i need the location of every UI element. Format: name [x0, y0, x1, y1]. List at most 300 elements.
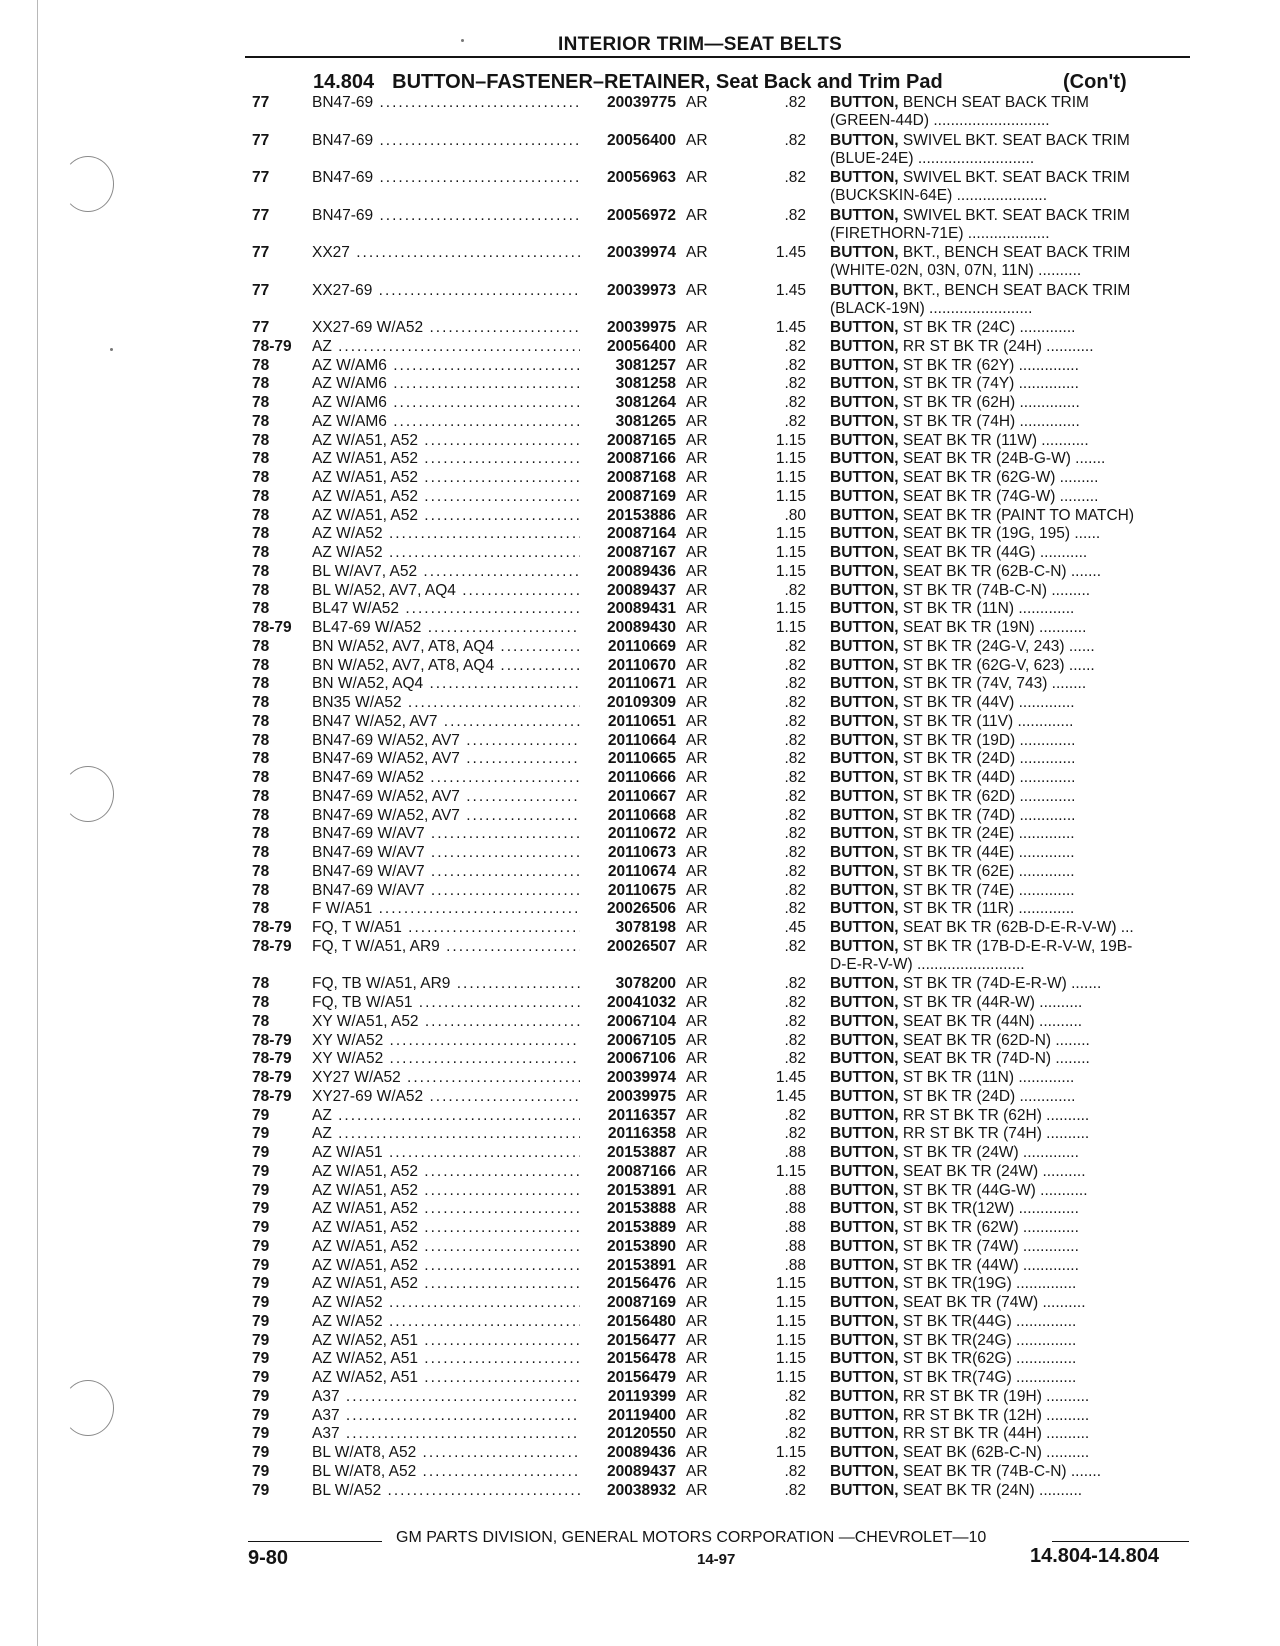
model-description: XX27-69 .....	[312, 282, 580, 300]
part-number: 20153891	[582, 1182, 676, 1200]
model-year: 78-79	[252, 919, 292, 936]
table-row	[0, 94, 1280, 132]
part-name-detail: ST BK TR (44E) .............	[898, 844, 1075, 861]
quantity: AR	[686, 375, 708, 393]
price: .88	[784, 1237, 806, 1255]
part-name	[830, 1294, 1192, 1312]
table-row	[0, 582, 1280, 601]
part-name-keyword: BUTTON,	[830, 694, 899, 711]
model-year: 78	[252, 862, 270, 880]
footer-rule-left	[248, 1541, 382, 1542]
model-description: BN47-69 W/AV7 .....	[312, 825, 580, 843]
table-row	[0, 413, 1280, 432]
quantity: AR	[686, 694, 708, 711]
model-description: A37 .....	[312, 1425, 580, 1443]
model-description: XY27 W/A52 .....	[312, 1069, 580, 1087]
price: .88	[784, 1181, 806, 1199]
part-name	[830, 788, 1192, 806]
model-year: 78-79	[252, 1087, 292, 1105]
part-name	[830, 132, 1192, 168]
part-number: 20110670	[582, 657, 676, 675]
part-name	[830, 900, 1192, 918]
part-name	[830, 619, 1192, 637]
quantity: AR	[686, 169, 708, 186]
part-name-detail-continued: (WHITE-02N, 03N, 07N, 11N) ..........	[830, 262, 1082, 279]
price: .82	[784, 787, 806, 805]
model-description: BN47-69 .....	[312, 132, 580, 150]
part-name	[830, 544, 1192, 562]
quantity: AR	[686, 412, 708, 430]
part-number: 20056963	[582, 169, 676, 187]
model-year: 79	[252, 1425, 270, 1443]
table-row	[0, 863, 1280, 882]
quantity: AR	[686, 1406, 708, 1424]
part-name-detail: ST BK TR (17B-D-E-R-V-W, 19B-	[898, 937, 1133, 955]
part-number: 20026506	[582, 900, 676, 918]
table-row	[0, 994, 1280, 1013]
model-description: BN47-69 W/A52, AV7 .....	[312, 732, 580, 750]
part-name-detail: SEAT BK TR (11W) ...........	[898, 431, 1089, 449]
model-year: 78-79	[252, 937, 292, 955]
table-row	[0, 788, 1280, 807]
part-name-detail: SEAT BK TR (62B-D-E-R-V-W) ...	[898, 919, 1134, 936]
part-name-keyword: BUTTON,	[830, 525, 899, 543]
part-name-detail: ST BK TR (11V) .............	[898, 712, 1074, 730]
model-year: 79	[252, 1481, 270, 1499]
model-year: 78	[252, 600, 270, 618]
part-number: 20089437	[582, 1463, 676, 1481]
part-name-detail: RR ST BK TR (19H) ..........	[898, 1387, 1090, 1405]
part-number: 20089436	[582, 563, 676, 581]
quantity: AR	[686, 1462, 708, 1480]
price: .82	[784, 1425, 806, 1443]
table-row	[0, 1407, 1280, 1426]
quantity: AR	[686, 244, 708, 261]
part-name-detail: ST BK TR (74D) .............	[898, 806, 1076, 824]
table-row	[0, 1444, 1280, 1463]
part-number: 20039775	[582, 94, 676, 112]
part-name	[830, 207, 1192, 243]
part-number: 20039975	[582, 1088, 676, 1106]
part-name	[830, 1163, 1192, 1181]
part-name-keyword: BUTTON,	[830, 1256, 899, 1274]
quantity: AR	[686, 1350, 708, 1368]
part-name	[830, 1088, 1192, 1106]
part-name-keyword: BUTTON,	[830, 394, 899, 411]
quantity: AR	[686, 844, 708, 861]
table-row	[0, 619, 1280, 638]
part-number: 20110664	[582, 732, 676, 750]
part-name-detail: ST BK TR (24D) .............	[898, 750, 1076, 768]
part-name-detail: RR ST BK TR (74H) ..........	[898, 1125, 1090, 1143]
price: .82	[784, 750, 806, 768]
table-row	[0, 1219, 1280, 1238]
part-number: 20153887	[582, 1144, 676, 1162]
part-name	[830, 282, 1192, 318]
model-description: FQ, T W/A51, AR9 .....	[312, 938, 580, 956]
model-year: 79	[252, 1331, 270, 1349]
quantity: AR	[686, 544, 708, 561]
model-description: AZ W/A52, A51 .....	[312, 1350, 580, 1368]
model-description: AZ W/A51, A52 .....	[312, 1275, 580, 1293]
part-name-keyword: BUTTON,	[830, 319, 899, 336]
part-number: 20087164	[582, 525, 676, 543]
model-year: 78	[252, 356, 270, 374]
model-year: 78	[252, 900, 270, 918]
part-name	[830, 713, 1192, 731]
part-name-detail: ST BK TR (74W) .............	[898, 1237, 1079, 1255]
model-description: AZ W/A51, A52 .....	[312, 1182, 580, 1200]
quantity: AR	[686, 1237, 708, 1255]
part-name-detail: SEAT BK TR (24W) ..........	[898, 1162, 1086, 1180]
part-number: 3078200	[582, 975, 676, 993]
model-description: BN W/A52, AQ4 .....	[312, 675, 580, 693]
part-number: 20153890	[582, 1238, 676, 1256]
quantity: AR	[686, 1162, 708, 1180]
part-number: 20067105	[582, 1032, 676, 1050]
part-name	[830, 600, 1192, 618]
part-name-keyword: BUTTON,	[830, 1181, 899, 1199]
part-name-keyword: BUTTON,	[830, 487, 899, 505]
table-row	[0, 1313, 1280, 1332]
model-year: 78-79	[252, 337, 292, 355]
model-description: AZ W/A52, A51 .....	[312, 1332, 580, 1350]
part-number: 20087169	[582, 488, 676, 506]
part-name-detail: ST BK TR (11N) .............	[898, 1069, 1075, 1086]
price: 1.15	[775, 1444, 806, 1461]
model-description: AZ .....	[312, 338, 580, 356]
price: .88	[784, 1144, 806, 1161]
model-year: 77	[252, 281, 270, 299]
quantity: AR	[686, 469, 708, 486]
part-name-keyword: BUTTON,	[830, 1219, 899, 1236]
part-number: 20116358	[582, 1125, 676, 1143]
table-row	[0, 975, 1280, 994]
model-description: AZ W/A51, A52 .....	[312, 1219, 580, 1237]
part-name-detail: ST BK TR (44V) .............	[898, 694, 1075, 711]
part-name-keyword: BUTTON,	[830, 862, 899, 880]
price: 1.15	[775, 1369, 806, 1386]
part-name	[830, 375, 1192, 393]
quantity: AR	[686, 1444, 708, 1461]
part-name-keyword: BUTTON,	[830, 937, 899, 955]
model-description: FQ, TB W/A51 .....	[312, 994, 580, 1012]
model-year: 78-79	[252, 1050, 292, 1068]
part-name	[830, 825, 1192, 843]
price: 1.15	[775, 1312, 806, 1330]
price: .82	[784, 1125, 806, 1143]
price: .82	[784, 375, 806, 393]
model-description: AZ W/A52, A51 .....	[312, 1369, 580, 1387]
part-name	[830, 657, 1192, 675]
part-name	[830, 1388, 1192, 1406]
model-description: FQ, T W/A51 .....	[312, 919, 580, 937]
part-number: 20087167	[582, 544, 676, 562]
price: .82	[784, 975, 806, 993]
model-description: AZ W/A52 .....	[312, 1294, 580, 1312]
quantity: AR	[686, 1200, 708, 1218]
model-description: AZ W/A51, A52 .....	[312, 488, 580, 506]
part-name	[830, 338, 1192, 356]
quantity: AR	[686, 281, 708, 299]
part-number: 20156479	[582, 1369, 676, 1387]
section-header	[313, 71, 1127, 94]
part-name-detail: ST BK TR (74H) ..............	[898, 412, 1080, 430]
price: .82	[784, 881, 806, 899]
part-name-keyword: BUTTON,	[830, 1087, 899, 1105]
model-year: 79	[252, 1125, 270, 1143]
price: 1.15	[775, 525, 806, 543]
part-number: 20039975	[582, 319, 676, 337]
model-year: 79	[252, 1312, 270, 1330]
part-name-detail: SEAT BK TR (PAINT TO MATCH)	[898, 506, 1135, 524]
model-description: BN47-69 W/AV7 .....	[312, 844, 580, 862]
part-name-detail: SEAT BK TR (74W) ..........	[898, 1294, 1086, 1311]
price: .88	[784, 1219, 806, 1236]
part-name-detail: ST BK TR (74D-E-R-W) .......	[898, 975, 1102, 993]
table-row	[0, 694, 1280, 713]
part-name-detail: ST BK TR (44G-W) ...........	[898, 1181, 1088, 1199]
part-name	[830, 450, 1192, 468]
model-year: 79	[252, 1444, 270, 1461]
part-name	[830, 1350, 1192, 1368]
model-year: 78	[252, 787, 270, 805]
quantity: AR	[686, 1331, 708, 1349]
quantity: AR	[686, 487, 708, 505]
part-name-detail: ST BK TR (62Y) ..............	[898, 356, 1079, 374]
model-year: 78	[252, 412, 270, 430]
price: .82	[784, 1106, 806, 1124]
price: .82	[784, 131, 806, 149]
part-name	[830, 563, 1192, 581]
model-year: 78	[252, 806, 270, 824]
part-name	[830, 994, 1192, 1012]
part-name-detail: SEAT BK TR (62G-W) .........	[898, 469, 1099, 486]
quantity: AR	[686, 1481, 708, 1499]
table-row	[0, 1144, 1280, 1163]
part-name	[830, 863, 1192, 881]
part-name-keyword: BUTTON,	[830, 1237, 899, 1255]
price: .82	[784, 1050, 806, 1068]
part-number: 20087166	[582, 450, 676, 468]
part-number: 20038932	[582, 1482, 676, 1500]
part-name	[830, 1332, 1192, 1350]
model-year: 79	[252, 1237, 270, 1255]
part-name	[830, 919, 1192, 937]
price: .82	[784, 656, 806, 674]
quantity: AR	[686, 1256, 708, 1274]
part-name-detail: SWIVEL BKT. SEAT BACK TRIM	[898, 206, 1130, 224]
model-description: BN47-69 W/A52, AV7 .....	[312, 750, 580, 768]
quantity: AR	[686, 319, 708, 336]
part-name-detail: ST BK TR (24D) .............	[898, 1087, 1076, 1105]
price: 1.45	[775, 244, 806, 261]
part-number: 20089437	[582, 582, 676, 600]
table-row	[0, 375, 1280, 394]
part-name	[830, 1013, 1192, 1031]
part-number: 3081258	[582, 375, 676, 393]
part-name-detail: RR ST BK TR (62H) ..........	[898, 1106, 1090, 1124]
price: .45	[784, 919, 806, 936]
part-number: 20041032	[582, 994, 676, 1012]
part-name	[830, 1032, 1192, 1050]
model-year: 79	[252, 1256, 270, 1274]
model-year: 78	[252, 450, 270, 468]
part-name	[830, 1200, 1192, 1218]
table-row	[0, 675, 1280, 694]
part-name	[830, 769, 1192, 787]
quantity: AR	[686, 431, 708, 449]
part-name	[830, 807, 1192, 825]
part-number: 20120550	[582, 1425, 676, 1443]
model-description: AZ W/A51, A52 .....	[312, 469, 580, 487]
price: .82	[784, 206, 806, 224]
price: .82	[784, 731, 806, 749]
part-number: 20110665	[582, 750, 676, 768]
part-number: 20153889	[582, 1219, 676, 1237]
price: 1.45	[775, 1087, 806, 1105]
part-number: 20087165	[582, 432, 676, 450]
part-number: 20153888	[582, 1200, 676, 1218]
part-name-detail: ST BK TR (62D) .............	[898, 787, 1076, 805]
part-name-keyword: BUTTON,	[830, 712, 899, 730]
part-name-keyword: BUTTON,	[830, 1312, 899, 1330]
part-name-detail: ST BK TR (11N) .............	[898, 600, 1075, 618]
price: .82	[784, 937, 806, 955]
quantity: AR	[686, 881, 708, 899]
table-row	[0, 507, 1280, 526]
table-row	[0, 1125, 1280, 1144]
model-description: XY W/A52 .....	[312, 1032, 580, 1050]
part-name-detail: ST BK TR (11R) .............	[898, 900, 1075, 918]
table-row	[0, 450, 1280, 469]
price: .82	[784, 806, 806, 824]
quantity: AR	[686, 769, 708, 786]
part-name-detail: SEAT BK TR (19G, 195) ......	[898, 525, 1101, 543]
quantity: AR	[686, 1069, 708, 1086]
part-name-detail: SEAT BK TR (74G-W) .........	[898, 487, 1099, 505]
part-name-detail: ST BK TR (74Y) ..............	[898, 375, 1079, 393]
model-description: AZ W/A52 .....	[312, 1313, 580, 1331]
part-name-keyword: BUTTON,	[830, 375, 899, 393]
part-name-keyword: BUTTON,	[830, 337, 899, 355]
part-name-keyword: BUTTON,	[830, 675, 899, 693]
price: 1.15	[775, 1350, 806, 1368]
part-number: 20089436	[582, 1444, 676, 1462]
parts-list	[0, 94, 1280, 1500]
quantity: AR	[686, 656, 708, 674]
table-row	[0, 1050, 1280, 1069]
model-description: BL47 W/A52 .....	[312, 600, 580, 618]
part-number: 20056972	[582, 207, 676, 225]
part-name-detail: SEAT BK TR (44G) ...........	[898, 544, 1088, 561]
part-name-detail: BENCH SEAT BACK TRIM	[898, 94, 1089, 111]
table-row	[0, 1182, 1280, 1201]
part-name-keyword: BUTTON,	[830, 1125, 899, 1143]
part-name	[830, 882, 1192, 900]
part-name	[830, 1369, 1192, 1387]
price: .88	[784, 1256, 806, 1274]
table-row	[0, 488, 1280, 507]
part-name	[830, 1219, 1192, 1237]
table-row	[0, 525, 1280, 544]
part-number: 3081257	[582, 357, 676, 375]
part-number: 20039974	[582, 244, 676, 262]
part-name	[830, 1463, 1192, 1481]
model-description: BL W/A52, AV7, AQ4 .....	[312, 582, 580, 600]
model-year: 78	[252, 487, 270, 505]
model-description: BN W/A52, AV7, AT8, AQ4 .....	[312, 638, 580, 656]
section-number: 14.804	[313, 71, 375, 93]
model-year: 79	[252, 1144, 270, 1161]
model-year: 78	[252, 394, 270, 411]
part-name-detail: ST BK TR (44D) .............	[898, 769, 1076, 786]
part-name-keyword: BUTTON,	[830, 1444, 899, 1461]
part-name-detail: ST BK TR (24W) .............	[898, 1144, 1079, 1161]
model-description: AZ W/A52 .....	[312, 544, 580, 562]
part-name-keyword: BUTTON,	[830, 1144, 899, 1161]
part-name-detail: ST BK TR (74V, 743) ........	[898, 675, 1087, 693]
table-row	[0, 600, 1280, 619]
quantity: AR	[686, 731, 708, 749]
price: .80	[784, 506, 806, 524]
part-name	[830, 1275, 1192, 1293]
part-name-keyword: BUTTON,	[830, 1069, 899, 1086]
part-number: 20119400	[582, 1407, 676, 1425]
part-name	[830, 357, 1192, 375]
quantity: AR	[686, 919, 708, 936]
part-name-detail: RR ST BK TR (12H) ..........	[898, 1406, 1090, 1424]
price: .82	[784, 581, 806, 599]
price: .82	[784, 637, 806, 655]
part-name-detail: SEAT BK TR (24B-G-W) .......	[898, 450, 1106, 468]
model-description: AZ W/AM6 .....	[312, 394, 580, 412]
model-year: 77	[252, 169, 270, 186]
price: .82	[784, 694, 806, 711]
part-name	[830, 319, 1192, 337]
model-description: BL47-69 W/A52 .....	[312, 619, 580, 637]
part-name	[830, 1125, 1192, 1143]
part-number: 20156480	[582, 1313, 676, 1331]
price: 1.45	[775, 1069, 806, 1086]
model-description: BN W/A52, AV7, AT8, AQ4 .....	[312, 657, 580, 675]
quantity: AR	[686, 1087, 708, 1105]
table-row	[0, 900, 1280, 919]
part-number: 20067106	[582, 1050, 676, 1068]
part-number: 20110667	[582, 788, 676, 806]
quantity: AR	[686, 337, 708, 355]
table-row	[0, 432, 1280, 451]
model-description: BN47-69 W/AV7 .....	[312, 863, 580, 881]
price: .82	[784, 712, 806, 730]
part-name-detail: ST BK TR(44G) ..............	[898, 1312, 1077, 1330]
part-name	[830, 1182, 1192, 1200]
part-name-keyword: BUTTON,	[830, 787, 899, 805]
model-description: BN47-69 .....	[312, 207, 580, 225]
table-row	[0, 544, 1280, 563]
part-number: 3081264	[582, 394, 676, 412]
part-name	[830, 694, 1192, 712]
model-description: XX27 .....	[312, 244, 580, 262]
part-number: 20153891	[582, 1257, 676, 1275]
quantity: AR	[686, 619, 708, 636]
model-year: 79	[252, 1162, 270, 1180]
model-year: 78	[252, 694, 270, 711]
quantity: AR	[686, 712, 708, 730]
part-name-detail: SEAT BK TR (74B-C-N) .......	[898, 1462, 1102, 1480]
table-row	[0, 563, 1280, 582]
part-name-keyword: BUTTON,	[830, 1275, 899, 1293]
